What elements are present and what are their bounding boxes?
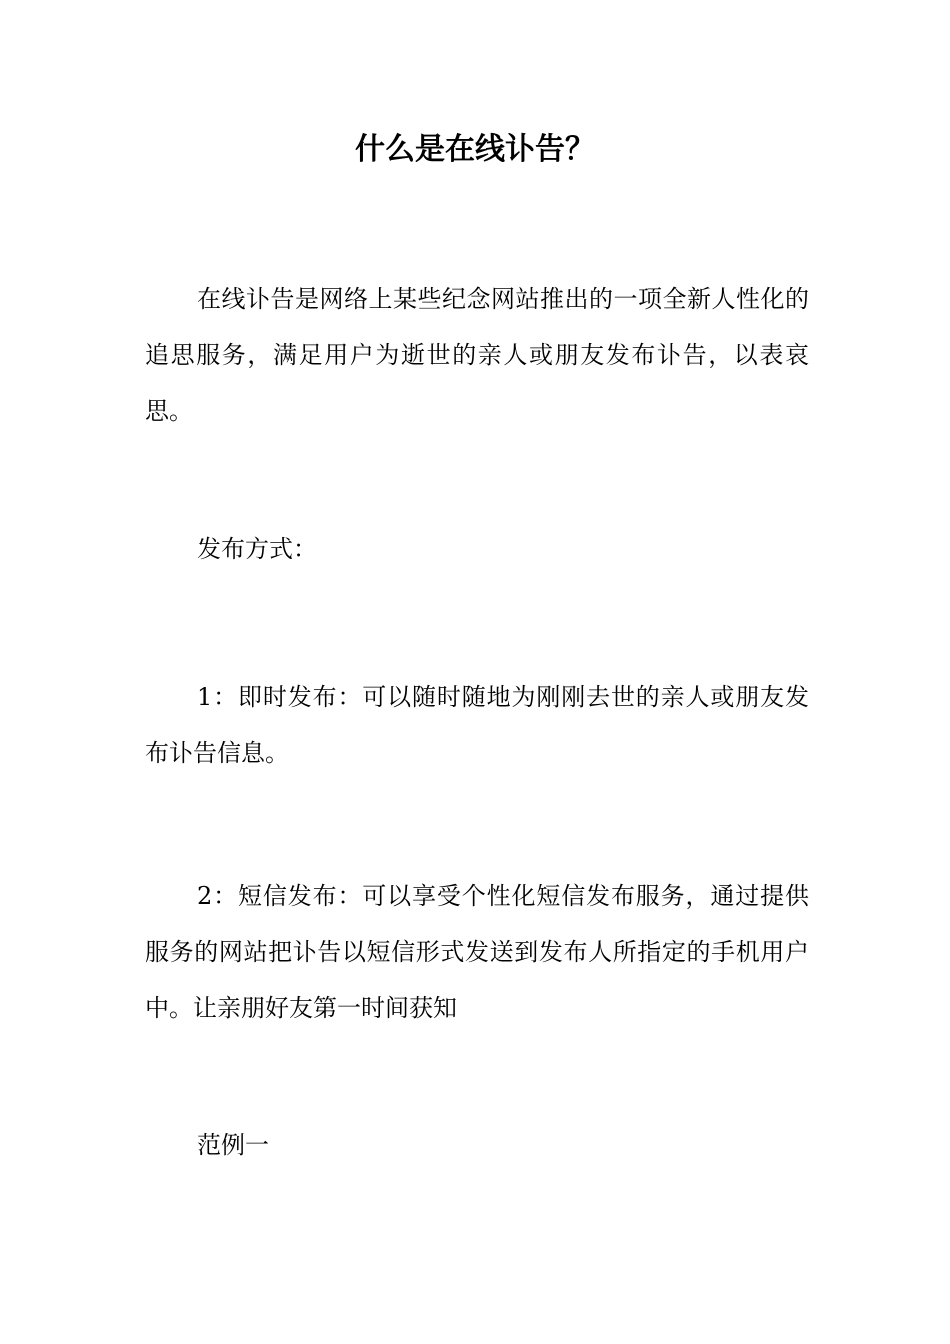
paragraph-intro: 在线讣告是网络上某些纪念网站推出的一项全新人性化的追思服务，满足用户为逝世的亲人或朋友发布讣告，以表哀思。 bbox=[145, 285, 809, 425]
paragraph-sms-publish: 2：短信发布：可以享受个性化短信发布服务，通过提供服务的网站把讣告以短信形式发送到发布人所指定的手机用户中。让亲朋好友第一时间获知 bbox=[145, 882, 809, 1022]
paragraph-instant-publish: 1：即时发布：可以随时随地为刚刚去世的亲人或朋友发布讣告信息。 bbox=[145, 683, 809, 767]
paragraph-publish-methods-heading: 发布方式： bbox=[197, 535, 317, 563]
page-title: 什么是在线讣告？ bbox=[355, 132, 595, 167]
paragraph-example-one: 范例一 bbox=[197, 1131, 269, 1159]
